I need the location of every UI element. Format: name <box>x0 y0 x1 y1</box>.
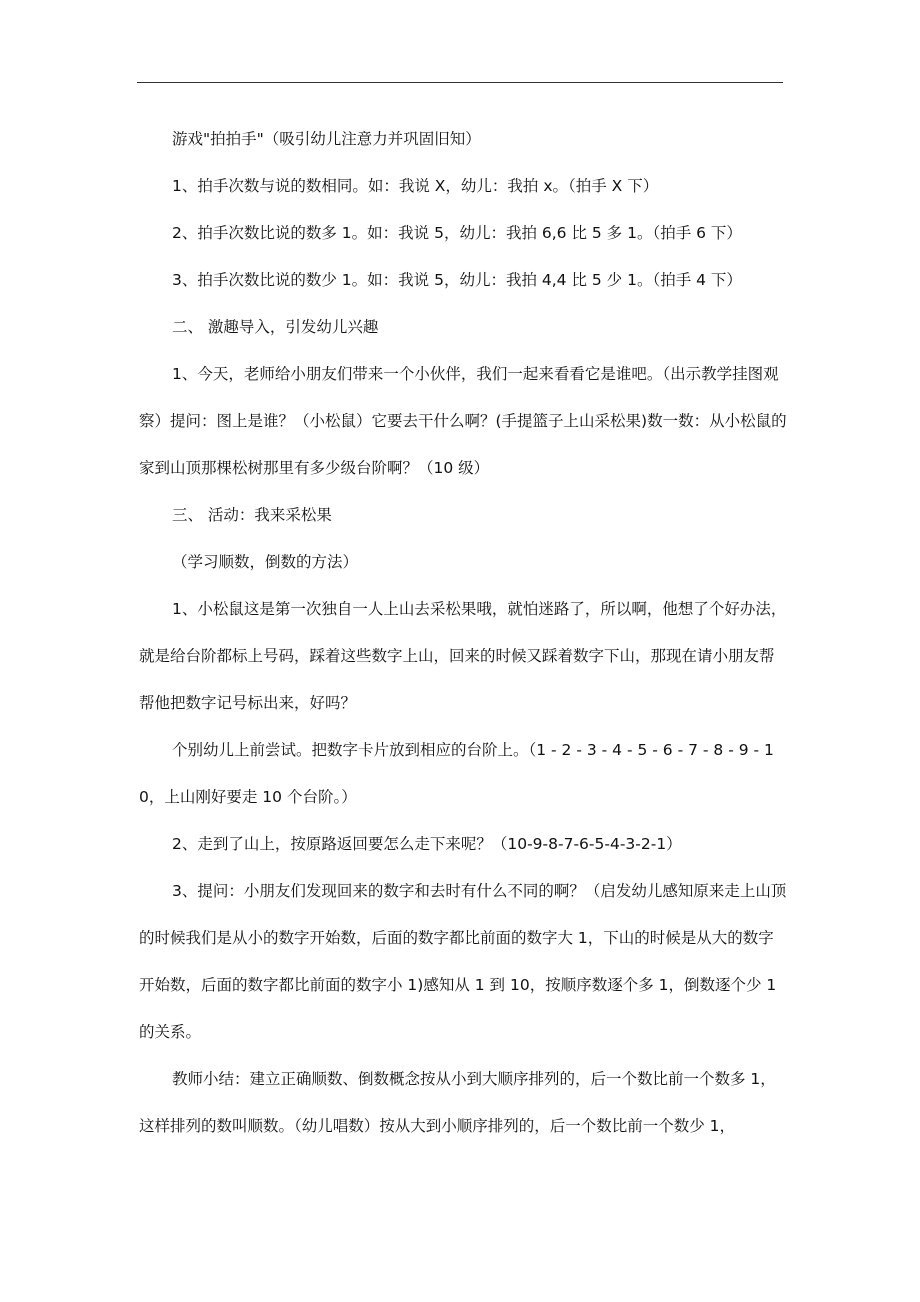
paragraph-rule-2: 2、拍手次数比说的数多 1。如：我说 5，幼儿：我拍 6,6 比 5 多 1。（拍手 6 下） <box>172 224 742 242</box>
document-body <box>139 116 789 1150</box>
paragraph-method: （学习顺数，倒数的方法） <box>172 553 359 571</box>
paragraph-trial: 个别幼儿上前尝试。把数字卡片放到相应的台阶上。（1 - 2 - 3 - 4 - 5 - 6 - 7 - 8 - 9 - 10，上山刚好要走 10 个台阶。） <box>139 741 774 806</box>
header-rule <box>137 82 783 83</box>
section-heading-2: 二、 激趣导入，引发幼儿兴趣 <box>172 318 379 336</box>
paragraph-intro-1: 1、今天，老师给小朋友们带来一个小伙伴，我们一起来看看它是谁吧。（出示教学挂图观察）提问：图上是谁？（小松鼠）它要去干什么啊？(手提篮子上山采松果)数一数：从小松鼠的家到山顶那棵松树那里有多少级台阶啊？（10 级） <box>139 365 787 477</box>
paragraph-activity-3: 3、提问：小朋友们发现回来的数字和去时有什么不同的啊？（启发幼儿感知原来走上山顶的时候我们是从小的数字开始数，后面的数字都比前面的数字大 1，下山的时候是从大的数字开始数，后面的数字都比前面的数字小 1)感知从 1 到 10，按顺序数逐个多 1，倒数逐个少 1 的关系。 <box>139 882 787 1041</box>
paragraph-rule-1: 1、拍手次数与说的数相同。如：我说 X，幼儿：我拍 x。（拍手 X 下） <box>172 177 659 195</box>
section-heading-3: 三、 活动：我来采松果 <box>172 506 332 524</box>
paragraph-activity-2: 2、走到了山上，按原路返回要怎么走下来呢？（10-9-8-7-6-5-4-3-2-1） <box>172 835 682 853</box>
paragraph-summary: 教师小结：建立正确顺数、倒数概念按从小到大顺序排列的，后一个数比前一个数多 1，这样排列的数叫顺数。（幼儿唱数）按从大到小顺序排列的，后一个数比前一个数少 1， <box>139 1070 776 1135</box>
paragraph-game-title: 游戏"拍拍手"（吸引幼儿注意力并巩固旧知） <box>172 130 481 148</box>
paragraph-activity-1: 1、小松鼠这是第一次独自一人上山去采松果哦，就怕迷路了，所以啊，他想了个好办法，就是给台阶都标上号码，踩着这些数字上山，回来的时候又踩着数字下山，那现在请小朋友帮帮他把数字记号标出来，好吗？ <box>139 600 787 712</box>
paragraph-rule-3: 3、拍手次数比说的数少 1。如：我说 5，幼儿：我拍 4,4 比 5 少 1。（拍手 4 下） <box>172 271 742 289</box>
